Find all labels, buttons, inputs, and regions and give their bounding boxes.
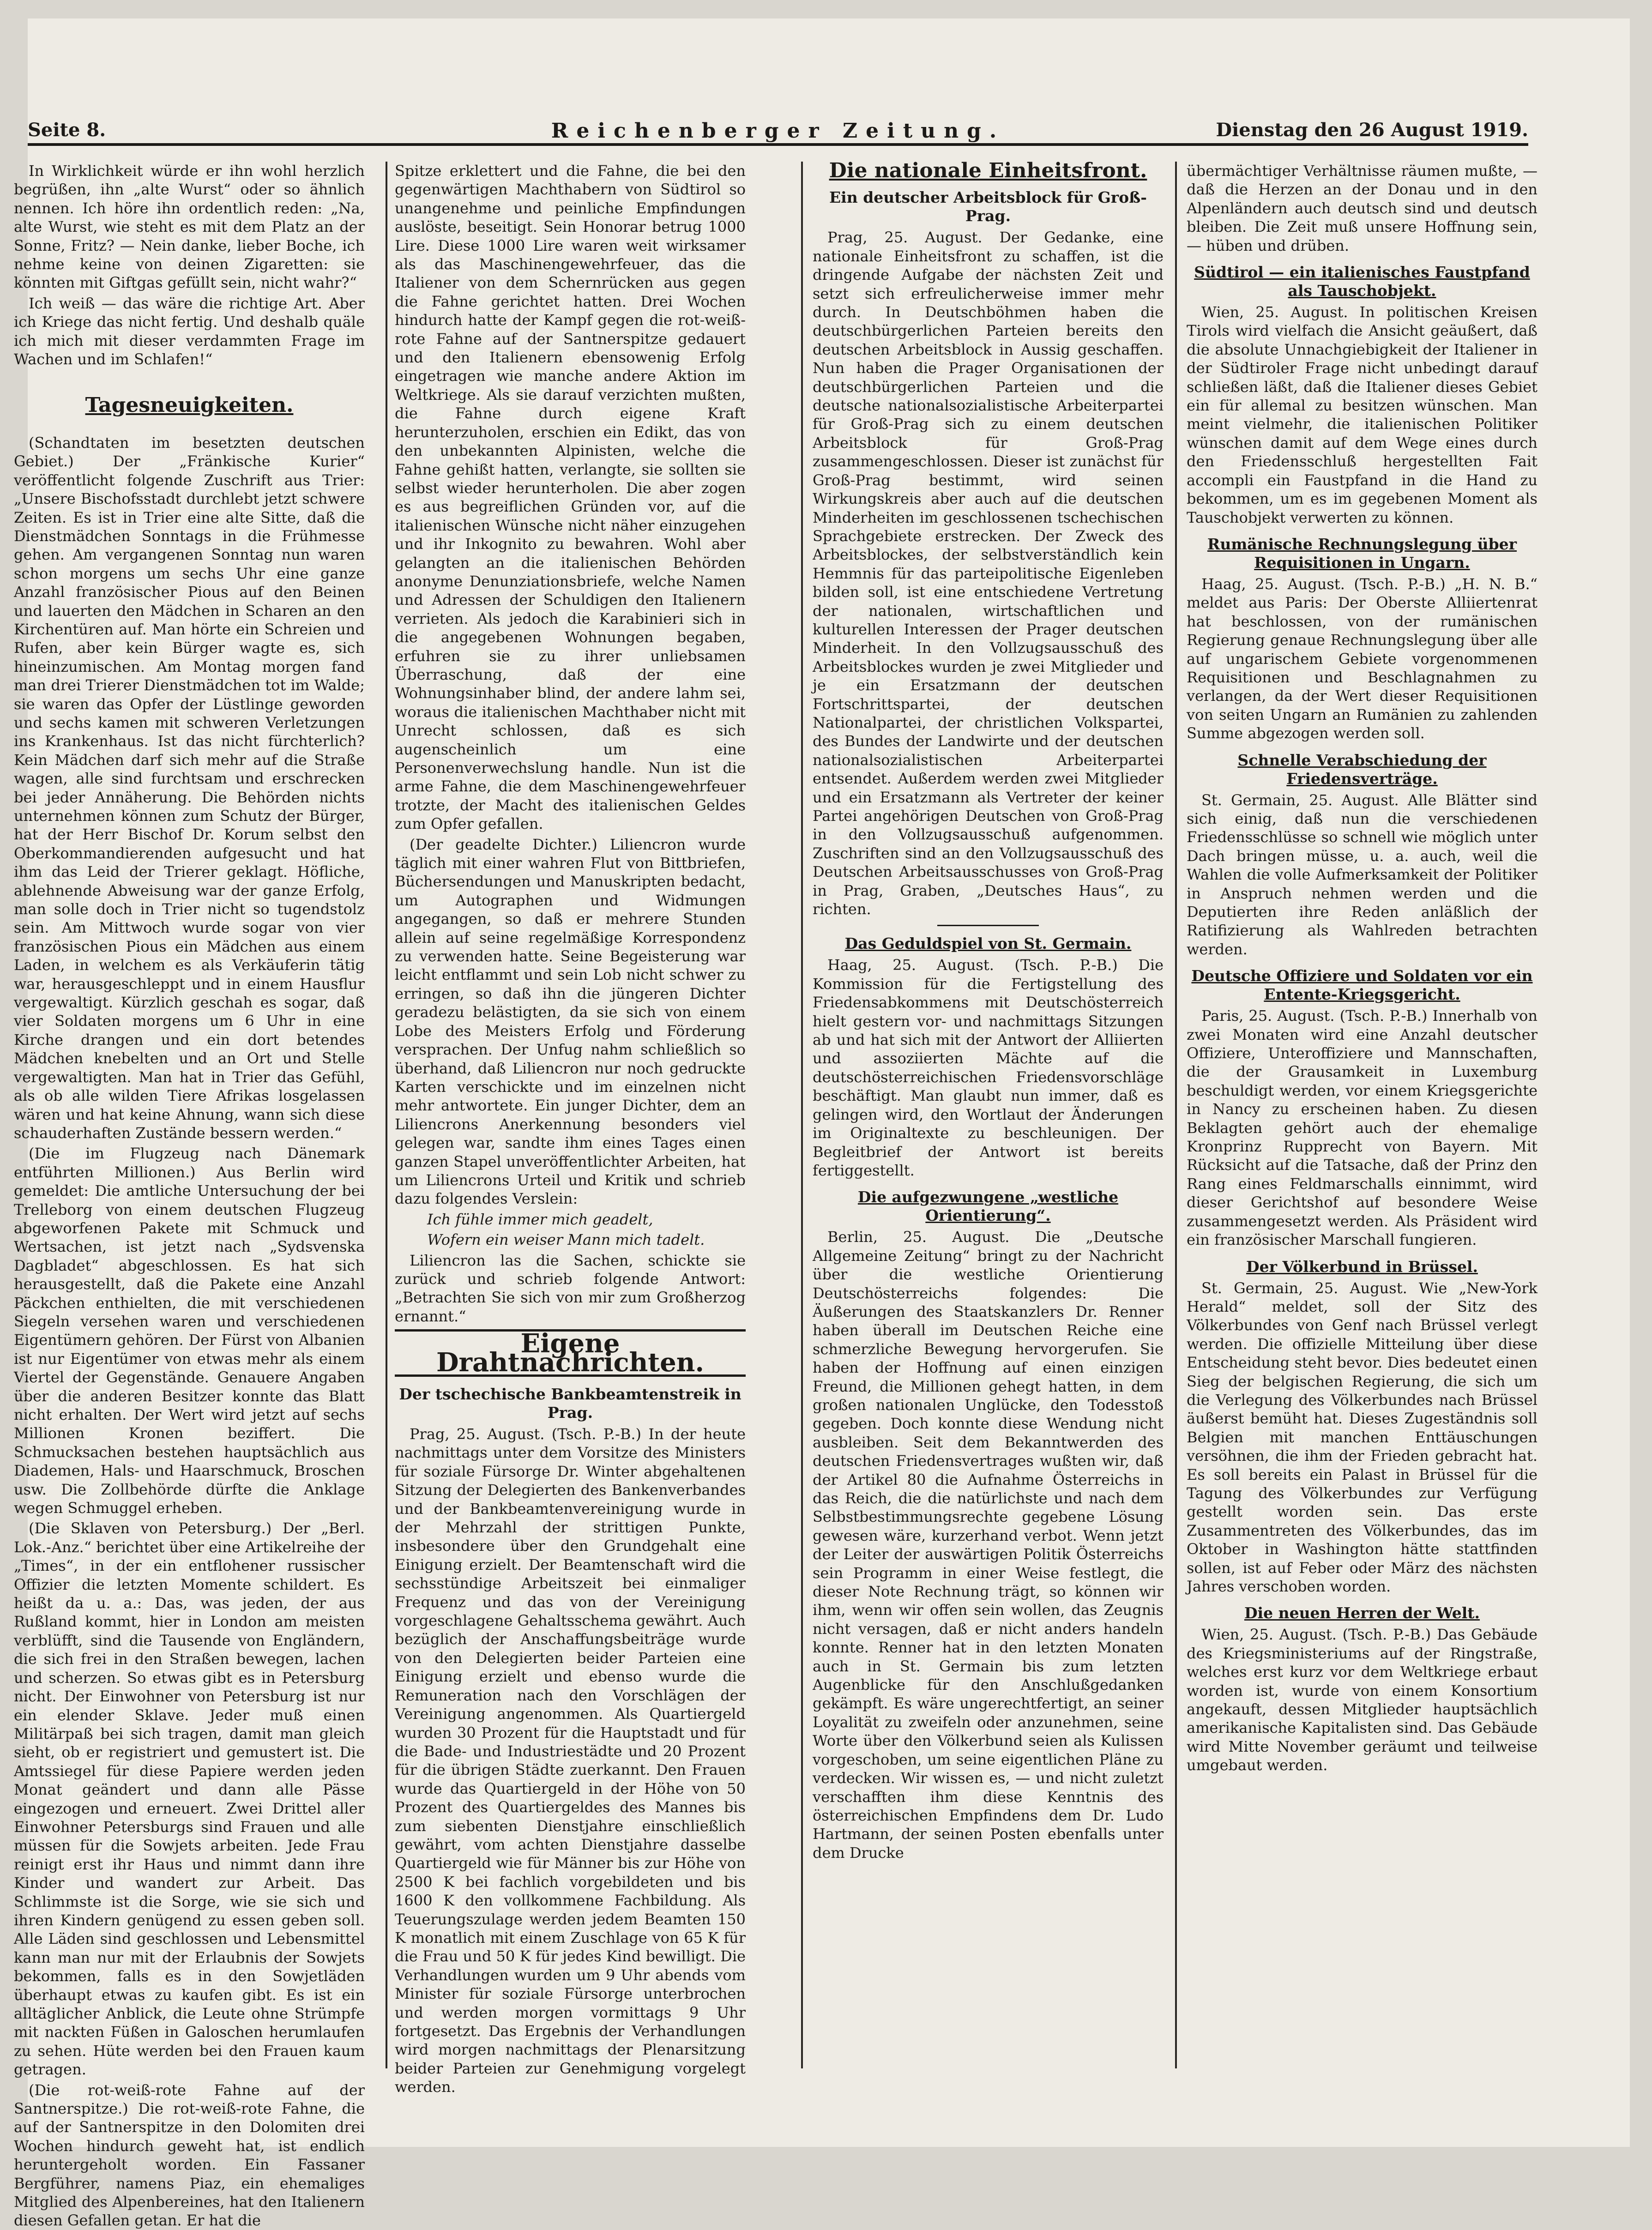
separator — [937, 925, 1039, 926]
section-heading-drahtnachrichten: Eigene Drahtnachrichten. — [395, 1329, 746, 1377]
article-headline: Rumänische Rechnungslegung über Requisitionen in Ungarn. — [1207, 535, 1517, 572]
article-headline: Der tschechische Bankbeamtenstreik in Prag. — [399, 1385, 742, 1422]
column-divider — [801, 162, 803, 2068]
column-divider — [1175, 162, 1177, 2068]
article-headline: Südtirol — ein italienisches Faustpfand als Tauschobjekt. — [1194, 263, 1530, 300]
news-item: Spitze erklettert und die Fahne, die bei den gegenwärtigen Machthabern von Südtirol so unangenehme und peinliche Empfindungen auslöste, beseitigt. Sein Honorar betrug 1000 Lire. Diese 1000 Lire waren weit wirksamer als das Maschinengewehrfeuer, das die Italiener von dem Schernrücken aus gegen die Fahne gerichtet hatten. Drei Wochen hindurch hatte der Kampf gegen die rot-weiß-rote Fahne auf der Santnerspitze gedauert und den Italienern ebensowenig Erfolg eingetragen wie manche andere Aktion im Weltkriege. Als sie darauf verzichten mußten, die Fahne durch eigene Kraft herunterzuholen, erschien ein Edikt, das von den unbekannten Alpinisten, welche die Fahne gehißt hatten, verlangte, sie sollten sie selbst wieder herunterholen. Die aber zogen es aus begreiflichen Gründen vor, auf die italienischen Wünsche nicht näher einzugehen und ihr Inkognito zu bewahren. Wohl aber gelangten an die italienischen Behörden anonyme Denunziationsbriefe, welche Namen und Adressen der Schuldigen den Italienern verrieten. Als jedoch die Karabinieri sich in die angegebenen Wohnungen begaben, erfuhren sie zu ihrer unliebsamen Überraschung, daß der eine Wohnungsinhaber blind, der andere lahm sei, woraus die italienischen Machthaber nicht mit Unrecht schlossen, daß es sich augenscheinlich um eine Personenverwechslung handle. Nun ist die arme Fahne, die dem Maschinengewehrfeuer trotzte, der Macht des italienischen Geldes zum Opfer gefallen. — [395, 162, 746, 833]
article-paragraph: übermächtiger Verhältnisse räumen mußte, — daß die Herzen an der Donau und in den Alpenländern auch deutsch sind und deutsch bleiben. Die Zeit muß unsere Hoffnung sein, — hüben und drüben. — [1187, 162, 1537, 254]
article-paragraph: Prag, 25. August. Der Gedanke, eine nationale Einheitsfront zu schaffen, ist die dringende Aufgabe der nächsten Zeit und setzt sich erfreulicherweise immer mehr durch. In Deutschböhmen haben die deutschbürgerlichen Parteien bereits den deutschen Arbeitsblock in Aussig geschaffen. Nun haben die Prager Organisationen der deutschbürgerlichen Parteien und die deutsche nationalsozialistische Arbeiterpartei für Groß-Prag sich zu einem deutschen Arbeitsblock für Groß-Prag zusammengeschlossen. Dieser ist zunächst für Groß-Prag bestimmt, wird seinen Wirkungskreis aber auch auf die deutschen Minderheiten im geschlossenen tschechischen Sprachgebiete erstrecken. Der Zweck des Arbeitsblockes, der selbstverständlich kein Hemmnis für das parteipolitische Eigenleben bilden soll, ist eine entschiedene Vertretung der nationalen, wirtschaftlichen und kulturellen Interessen der Prager deutschen Minderheit. In den Vollzugsausschuß des Arbeitsblockes wurden je zwei Mitglieder und je ein Ersatzmann der deutschen Fortschrittspartei, der deutschen Nationalpartei, der christlichen Volkspartei, des Bundes der Landwirte und der deutschen nationalsozialistischen Arbeiterpartei entsendet. Außerdem werden zwei Mitglieder und ein Ersatzmann als Vertreter der keiner Partei angehörigen Deutschen von Groß-Prag in den Vollzugsausschuß aufgenommen. Zuschriften sind an den Vollzugsausschuß des Deutschen Arbeitsausschusses von Groß-Prag in Prag, Graben, „Deutsches Haus“, zu richten. — [813, 229, 1164, 918]
article-paragraph: In Wirklichkeit würde er ihn wohl herzlich begrüßen, ihn „alte Wurst“ oder so ähnlich nennen. Ich höre ihn ordentlich reden: „Na, alte Wurst, wie steht es mit dem Platz an der Sonne, Fritz? — Nein danke, lieber Boche, ich nehme keine von deinen Zigaretten: sie könnten mit Giftgas gefüllt sein, nicht wahr?“ — [14, 162, 365, 292]
verse-line: Ich fühle immer mich geadelt, — [427, 1210, 653, 1228]
article-headline: Das Geduldspiel von St. Germain. — [844, 934, 1132, 953]
news-item: (Die Sklaven von Petersburg.) Der „Berl. Lok.-Anz.“ berichtet über eine Artikelreihe der „Times“, in der ein entflohener russischer Offizier die letzten Momente schildert. Es heißt da u. a.: Das, was jeden, der aus Rußland kommt, hier in London am meisten verblüfft, sind die Tausende von Engländern, die sich frei in den Straßen bewegen, lachen und scherzen. So etwas gibt es in Petersburg nicht. Der Einwohner von Petersburg ist nur ein elender Sklave. Jeder muß einen Militärpaß bei sich tragen, damit man gleich sieht, ob er registriert und gemustert ist. Die Amtssiegel für diese Papiere werden jeden Monat geändert und dann alle Pässe eingezogen und erneuert. Zwei Drittel aller Einwohner Petersburgs sind Frauen und alle müssen für die Sowjets arbeiten. Jede Frau reinigt erst ihr Haus und nimmt dann ihre Kinder und wandert zur Arbeit. Das Schlimmste ist die Sorge, wie sie sich und ihren Kindern genügend zu essen geben soll. Alle Läden sind geschlossen und Lebensmittel kann man nur mit der Erlaubnis der Sowjets bekommen, falls es in den Sowjetläden überhaupt etwas zu kaufen gibt. Es ist ein alltäglicher Anblick, die Leute ohne Strümpfe mit nackten Füßen in Galoschen herumlaufen zu sehen. Hüte werden bei den Frauen kaum getragen. — [14, 1519, 365, 2079]
article-paragraph: St. Germain, 25. August. Wie „New-York Herald“ meldet, soll der Sitz des Völkerbundes von Genf nach Brüssel verlegt werden. Die offizielle Mitteilung über diese Entscheidung steht bevor. Dies bedeutet einen Sieg der belgischen Regierung, die sich um die Verlegung des Völkerbundes nach Brüssel äußerst bemüht hat. Dieses Zugeständnis soll Belgien mit manchen Enttäuschungen versöhnen, die ihm der Frieden gebracht hat. Es soll bereits ein Palast in Brüssel für die Tagung des Völkerbundes zur Verfügung gestellt worden sein. Das erste Zusammentreten des Völkerbundes, das im Oktober in Washington hätte stattfinden sollen, ist auf Feber oder März des nächsten Jahres verschoben worden. — [1187, 1279, 1537, 1595]
article-paragraph: Wien, 25. August. In politischen Kreisen Tirols wird vielfach die Ansicht geäußert, daß die absolute Unnachgiebigkeit der Italiener in der Südtiroler Frage nicht unbedingt darauf schließen läßt, daß die Italiener dieses Gebiet ein für allemal zu besitzen wünschen. Man meint vielmehr, die italienischen Politiker wünschen damit auf dem Wege eines durch den Friedensschluß hergestellten Fait accompli ein Faustpfand in die Hand zu bekommen, um es im gegebenen Moment als Tauschobjekt verwerten zu können. — [1187, 303, 1537, 526]
article-paragraph: St. Germain, 25. August. Alle Blätter sind sich einig, daß nun die verschiedenen Friedensschlüsse so schnell wie möglich unter Dach bringen müsse, u. a. auch, weil die Wahlen die volle Aufmerksamkeit der Politiker in Anspruch nehmen werden und die Deputierten ihre Reden anläßlich der Ratifizierung als Wahlreden betrachten werden. — [1187, 791, 1537, 958]
news-item: (Der geadelte Dichter.) Liliencron wurde täglich mit einer wahren Flut von Bittbriefen, Büchersendungen und Manuskripten bedacht, um Autographen und Widmungen angegangen, so daß er mehrere Stunden allein auf seine regelmäßige Korrespondenz zu verwenden hatte. Seine Begeisterung war leicht entflammt und sein Lob nicht schwer zu erringen, so daß ihn die jüngeren Dichter geradezu belästigten, da sie sich von einem Lobe des Meisters Erfolg und Förderung versprachen. Der Unfug nahm schließlich so überhand, daß Liliencron nur noch gedruckte Karten verschickte und im einzelnen nicht mehr antwortete. Ein junger Dichter, dem an Liliencrons Anerkennung besonders viel gelegen war, sandte ihm eines Tages einen ganzen Stapel unveröffentlichter Arbeiten, hat um Liliencrons Urteil und Kritik und schrieb dazu folgendes Verslein: — [395, 835, 746, 1208]
column-3 — [813, 159, 1164, 2068]
article-paragraph: Berlin, 25. August. Die „Deutsche Allgemeine Zeitung“ bringt zu der Nachricht über die westliche Orientierung Deutschösterreichs folgendes: Die Äußerungen des Staatskanzlers Dr. Renner haben überall im Deutschen Reiche eine schmerzliche Bewegung hervorgerufen. Sie haben der Hoffnung auf einen einzigen Freund, die Millionen gehegt hatten, in dem großen nationalen Unglücke, den Todesstoß gegeben. Doch konnte diese Wendung nicht ausbleiben. Seit dem Bekanntwerden des deutschen Friedensvertrages wußten wir, daß der Artikel 80 die Aufnahme Österreichs in das Reich, die die natürlichste und nach dem Selbstbestimmungsrechte gegebene Lösung gewesen wäre, kurzerhand verbot. Wenn jetzt der Leiter der auswärtigen Politik Österreichs sein Programm in einer Weise festlegt, die dieser Note Rechnung trägt, so können wir ihm, wenn wir offen sein wollen, das Zeugnis nicht versagen, daß er nicht anders handeln konnte. Renner hat in den letzten Monaten auch in St. Germain bis zum letzten Augenblicke für den Anschlußgedanken gekämpft. Es wäre ungerechtfertigt, an seiner Loyalität zu zweifeln oder anzunehmen, seine Worte über den Völkerbund seien als Kulissen vorgeschoben, um seine eigentlichen Pläne zu verdecken. Wir wissen es, — und nicht zuletzt verschafften ihm diese Kenntnis des österreichischen Empfindens dem Dr. Ludo Hartmann, der seinen Posten ebenfalls unter dem Drucke — [813, 1228, 1164, 1862]
article-paragraph: Haag, 25. August. (Tsch. P.-B.) „H. N. B.“ meldet aus Paris: Der Oberste Alliiertenrat hat beschlossen, von der rumänischen Regierung genaue Rechnungslegung über alle auf ungarischem Gebiete vorgenommenen Requisitionen und Beschlagnahmen zu verlangen, da der Wert dieser Requisitionen von seiten Ungarn an Rumänien zu zahlenden Summe abgezogen werden soll. — [1187, 575, 1537, 742]
news-item: (Die im Flugzeug nach Dänemark entführten Millionen.) Aus Berlin wird gemeldet: Die amtliche Untersuchung der bei Trelleborg von einem deutschen Flugzeug abgeworfenen Pakete mit Schmuck und Wertsachen, ist jetzt nach „Sydsvenska Dagbladet“ abgeschlossen. Es hat sich herausgestellt, daß die Pakete eine Anzahl Päckchen enthielten, die mit verschiedenen Siegeln versehen waren und verschiedenen Eigentümern gehören. Der Fürst von Albanien ist nur Eigentümer von etwas mehr als einem Viertel der Gegenstände. Genauere Angaben über die anderen Besitzer konnte das Blatt nicht erhalten. Der Wert wird jetzt auf sechs Millionen Kronen beziffert. Die Schmucksachen bestehen hauptsächlich aus Diademen, Hals- und Haarschmuck, Broschen usw. Die Zollbehörde dürfte die Anklage wegen Schmuggel erheben. — [14, 1145, 365, 1517]
issue-date: Dienstag den 26 August 1919. — [1216, 119, 1528, 141]
column-2 — [395, 162, 746, 2096]
article-headline: Die aufgezwungene „westliche Orientierung“. — [857, 1188, 1119, 1225]
column-1 — [14, 162, 365, 2230]
article-paragraph: Wien, 25. August. (Tsch. P.-B.) Das Gebäude des Kriegsministeriums auf der Ringstraße, welches erst kurz vor dem Weltkriege erbaut worden ist, wurde von einem Konsortium angekauft, dessen Mitglieder hauptsächlich amerikanische Kapitalisten sind. Das Gebäude wird Mitte November geräumt und teilweise umgebaut werden. — [1187, 1626, 1537, 1774]
news-item: (Schandtaten im besetzten deutschen Gebiet.) Der „Fränkische Kurier“ veröffentlicht folgende Zuschrift aus Trier: „Unsere Bischofsstadt durchlebt jetzt schwere Zeiten. Es ist in Trier eine alte Sitte, daß die Dienstmädchen Sonntags in die Frühmesse gehen. Am vergangenen Sonntag nun waren schon morgens um sechs Uhr eine ganze Anzahl französischer Pious auf den Beinen und lauerten den Mädchen in Scharen an den Kirchentüren auf. Man hörte ein Schreien und Rufen, aber kein Bürger wagte es, sich hineinzumischen. Am Montag morgen fand man drei Trierer Dienstmädchen tot im Walde; sie waren das Opfer der Lüstlinge geworden und sechs kamen mit schweren Verletzungen ins Krankenhaus. Ist das nicht fürchterlich? Kein Mädchen darf sich mehr auf die Straße wagen, alle sind furchtsam und erschrecken bei jeder Annäherung. Die Behörden nichts unternehmen können zum Schutz der Bürger, hat der Herr Bischof Dr. Korum selbst den Oberkommandierenden aufgesucht und hat ihm das Leid der Trierer geklagt. Höfliche, ablehnende Abweisung war der ganze Erfolg, man solle doch in Trier nicht so tugendstolz sein. Am Mittwoch wurde sogar von vier französischen Pious ein Mädchen aus einem Laden, in welchem es als Verkäuferin tätig war, herausgeschleppt und in einem Hausflur vergewaltigt. Kürzlich geschah es sogar, daß vier Soldaten morgens um 6 Uhr in eine Kirche drangen und ein dort betendes Mädchen knebelten und an Ort und Stelle vergewaltigten. Man hat in Trier das Gefühl, als ob alle wilden Tiere Afrikas losgelassen wären und hat keine Ahnung, wann sich diese schauderhaften Zustände bessern werden.“ — [14, 434, 365, 1142]
article-paragraph: Haag, 25. August. (Tsch. P.-B.) Die Kommission für die Fertigstellung des Friedensabkommens mit Deutschösterreich hielt gestern vor- und nachmittags Sitzungen ab und hat sich mit der Antwort der Alliierten und assoziierten Mächte auf die deutschösterreichischen Friedensvorschläge beschäftigt. Man glaubt nun immer, daß es gelingen wird, den Wortlaut der Änderungen im Originaltexte zu beschleunigen. Der Begleitbrief der Antwort ist bereits fertiggestellt. — [813, 956, 1164, 1179]
article-subheadline: Ein deutscher Arbeitsblock für Groß-Prag. — [829, 188, 1147, 225]
article-paragraph: Prag, 25. August. (Tsch. P.-B.) In der heute nachmittags unter dem Vorsitze des Ministers für soziale Fürsorge Dr. Winter abgehaltenen Sitzung der Delegierten des Bankenverbandes und der Bankbeamtenvereinigung wurde in der Mehrzahl der strittigen Punkte, insbesondere über den Grundgehalt eine Einigung erzielt. Der Beamtenschaft wird die sechsstündige Arbeitszeit bei einmaliger Frequenz und das von der Vereinigung vorgeschlagene Gehaltsschema gewährt. Auch bezüglich der Anschaffungsbeiträge wurde von den Delegierten beider Parteien eine Einigung erzielt und ebenso wurde die Remuneration nach den Vorschlägen der Vereinigung angenommen. Als Quartiergeld wurden 30 Prozent für die Hauptstadt und für die Bade- und Industriestädte und 20 Prozent für die übrigen Städte zuerkannt. Den Frauen wurde das Quartiergeld in der Höhe von 50 Prozent des Quartiergeldes des Mannes bis zum siebenten Dienstjahre einschließlich gewährt, vom achten Dienstjahre dasselbe Quartiergeld wie für Männer bis zur Höhe von 2500 K bei fachlich vorgebildeten und bis 1600 K den vollkommene Fachbildung. Als Teuerungszulage werden jedem Beamten 150 K monatlich mit einem Zuschlage von 65 K für die Frau und 50 K für jedes Kind bewilligt. Die Verhandlungen wurden um 9 Uhr abends vom Minister für soziale Fürsorge unterbrochen und werden morgen vormittags 9 Uhr fortgesetzt. Das Ergebnis der Verhandlungen wird morgen nachmittags der Plenarsitzung beider Parteien zur Genehmigung vorgelegt werden. — [395, 1425, 746, 2096]
article-headline: Der Völkerbund in Brüssel. — [1246, 1257, 1478, 1276]
column-divider — [386, 162, 387, 2068]
news-item: (Die rot-weiß-rote Fahne auf der Santnerspitze.) Die rot-weiß-rote Fahne, die auf der Santnerspitze in den Dolomiten drei Wochen hindurch geweht hat, ist endlich heruntergeholt worden. Ein Fassaner Bergführer, namens Piaz, ein ehemaliges Mitglied des Alpenbereines, hat den Italienern diesen Gefallen getan. Er hat die — [14, 2081, 365, 2230]
column-4 — [1187, 162, 1537, 2068]
article-paragraph: Ich weiß — das wäre die richtige Art. Aber ich Kriege das nicht fertig. Und deshalb quäle ich mich mit dieser verdammten Frage im Wachen und im Schlafen!“ — [14, 294, 365, 368]
section-heading-tagesneuigkeiten: Tagesneuigkeiten. — [85, 393, 294, 417]
article-headline: Die neuen Herren der Welt. — [1244, 1604, 1480, 1622]
news-item: Liliencron las die Sachen, schickte sie zurück und schrieb folgende Antwort: „Betrachten Sie sich von mir zum Großherzog ernannt.“ — [395, 1251, 746, 1325]
article-headline: Schnelle Verabschiedung der Friedensverträge. — [1237, 751, 1487, 788]
article-headline-main: Die nationale Einheitsfront. — [829, 159, 1147, 182]
article-headline: Deutsche Offiziere und Soldaten vor ein Entente-Kriegsgericht. — [1191, 967, 1533, 1004]
article-paragraph: Paris, 25. August. (Tsch. P.-B.) Innerhalb von zwei Monaten wird eine Anzahl deutscher Offiziere, Unteroffiziere und Mannschaften, die der Grausamkeit in Luxemburg beschuldigt werden, vor einem Kriegsgerichte in Nancy zu erscheinen haben. Zu diesen Beklagten gehört auch der ehemalige Kronprinz Rupprecht von Bayern. Mit Rücksicht auf die Tatsache, daß der Prinz den Rang eines Feldmarschalls einnimmt, wird dieser Gerichtshof auf besondere Weise zusammengesetzt werden. Als Präsident wird ein französischer Marschall fungieren. — [1187, 1007, 1537, 1249]
page-number: Seite 8. — [28, 119, 106, 141]
verse-line: Wofern ein weiser Mann mich tadelt. — [427, 1231, 705, 1249]
masthead-title: Reichenberger Zeitung. — [551, 119, 1005, 143]
page-header — [28, 92, 1528, 146]
